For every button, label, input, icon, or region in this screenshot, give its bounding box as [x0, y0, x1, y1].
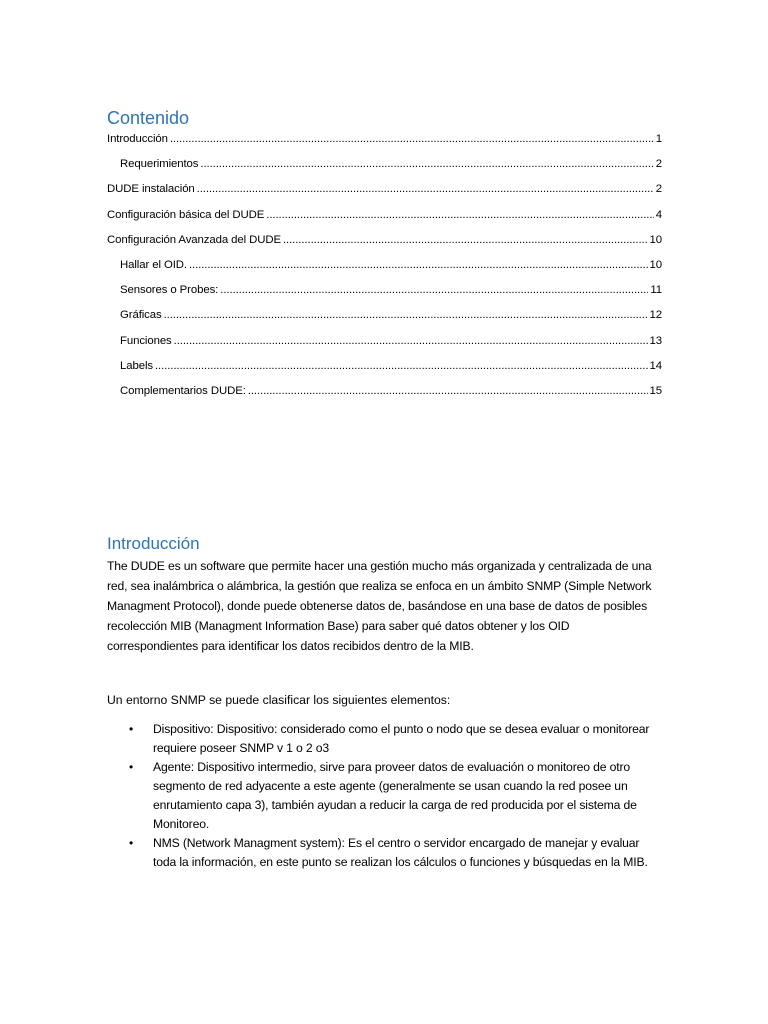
toc-dot-leader [220, 284, 648, 296]
toc-entry-page: 12 [649, 309, 662, 322]
toc-dot-leader [189, 259, 648, 271]
toc-entry-configuracion-basica[interactable] [107, 209, 662, 234]
bullet-icon: • [129, 722, 134, 736]
toc-entry-label: Configuración básica del DUDE [107, 208, 265, 221]
toc-dot-leader [248, 385, 648, 397]
toc-entry-page: 1 [655, 133, 662, 145]
toc-entry-label: Hallar el OID. [120, 258, 187, 271]
toc-entry-dude-instalacion[interactable] [107, 183, 662, 208]
intro-heading: Introducción [107, 534, 200, 553]
table-of-contents [107, 133, 662, 410]
toc-dot-leader [155, 360, 648, 372]
toc-entry-page: 2 [655, 183, 662, 196]
toc-entry-label: Configuración Avanzada del DUDE [107, 233, 281, 246]
toc-entry-complementarios[interactable] [107, 385, 662, 410]
toc-dot-leader [266, 209, 653, 221]
toc-entry-graficas[interactable] [107, 309, 662, 334]
toc-dot-leader [200, 158, 653, 170]
toc-entry-page: 13 [649, 334, 662, 347]
toc-heading: Contenido [107, 108, 190, 128]
list-item-text: Agente: Dispositivo intermedio, sirve para proveer datos de evaluación o monitoreo de otro segmento de red adyacente a este agente (generalmente se usan cuando la red posee un enrutamiento capa 3), también ayudan a reducir la carga de red producida por el sistema de Monitoreo. [153, 760, 637, 831]
toc-entry-label: Sensores o Probes: [120, 284, 219, 297]
list-item [107, 720, 662, 758]
toc-entry-label: Labels [120, 359, 153, 372]
snmp-elements-list [107, 720, 662, 872]
bullet-icon: • [129, 836, 134, 850]
bullet-icon: • [129, 760, 134, 774]
toc-dot-leader [197, 183, 654, 195]
toc-entry-introduccion[interactable] [107, 133, 662, 158]
list-item [107, 834, 662, 872]
toc-entry-requerimientos[interactable] [107, 158, 662, 183]
list-item-text: NMS (Network Managment system): Es el centro o servidor encargado de manejar y evaluar toda la información, en este punto se realizan los cálculos o funciones y búsquedas en la MIB. [153, 836, 648, 869]
toc-entry-page: 15 [649, 384, 662, 397]
toc-entry-page: 10 [649, 233, 662, 246]
list-item-text: Dispositivo: Dispositivo: considerado como el punto o nodo que se desea evaluar o monitorear requiere poseer SNMP v 1 o 2 o3 [153, 722, 650, 755]
toc-entry-page: 4 [655, 208, 662, 221]
list-item [107, 758, 662, 834]
toc-entry-page: 2 [655, 158, 662, 171]
toc-entry-page: 14 [649, 359, 662, 372]
toc-dot-leader [283, 234, 648, 246]
toc-entry-page: 10 [649, 258, 662, 271]
toc-dot-leader [174, 335, 648, 347]
entorno-paragraph: Un entorno SNMP se puede clasificar los siguientes elementos: [107, 693, 451, 707]
toc-entry-page: 11 [650, 284, 662, 297]
toc-entry-label: Introducción [107, 133, 168, 145]
toc-entry-label: Requerimientos [120, 158, 199, 171]
toc-entry-label: Funciones [120, 334, 172, 347]
toc-dot-leader [164, 309, 648, 321]
toc-entry-label: Gráficas [120, 309, 162, 322]
toc-entry-funciones[interactable] [107, 335, 662, 360]
toc-entry-labels[interactable] [107, 360, 662, 385]
intro-paragraph: The DUDE es un software que permite hacer una gestión mucho más organizada y centralizada de una red, sea inalámbrica o alámbrica, la gestión que realiza se enfoca en un ámbito SNMP (Simple Network Managment Protocol), donde puede obtenerse datos de, basándose en una base de datos de posibles recolección MIB (Managment Information Base) para saber qué datos obtener y los OID correspondientes para identificar los datos recibidos dentro de la MIB. [107, 559, 652, 653]
toc-entry-configuracion-avanzada[interactable] [107, 234, 662, 259]
toc-entry-label: Complementarios DUDE: [120, 384, 246, 397]
toc-entry-sensores[interactable] [107, 284, 662, 309]
toc-entry-label: DUDE instalación [107, 183, 195, 196]
toc-entry-hallar-oid[interactable] [107, 259, 662, 284]
toc-dot-leader [170, 133, 654, 145]
